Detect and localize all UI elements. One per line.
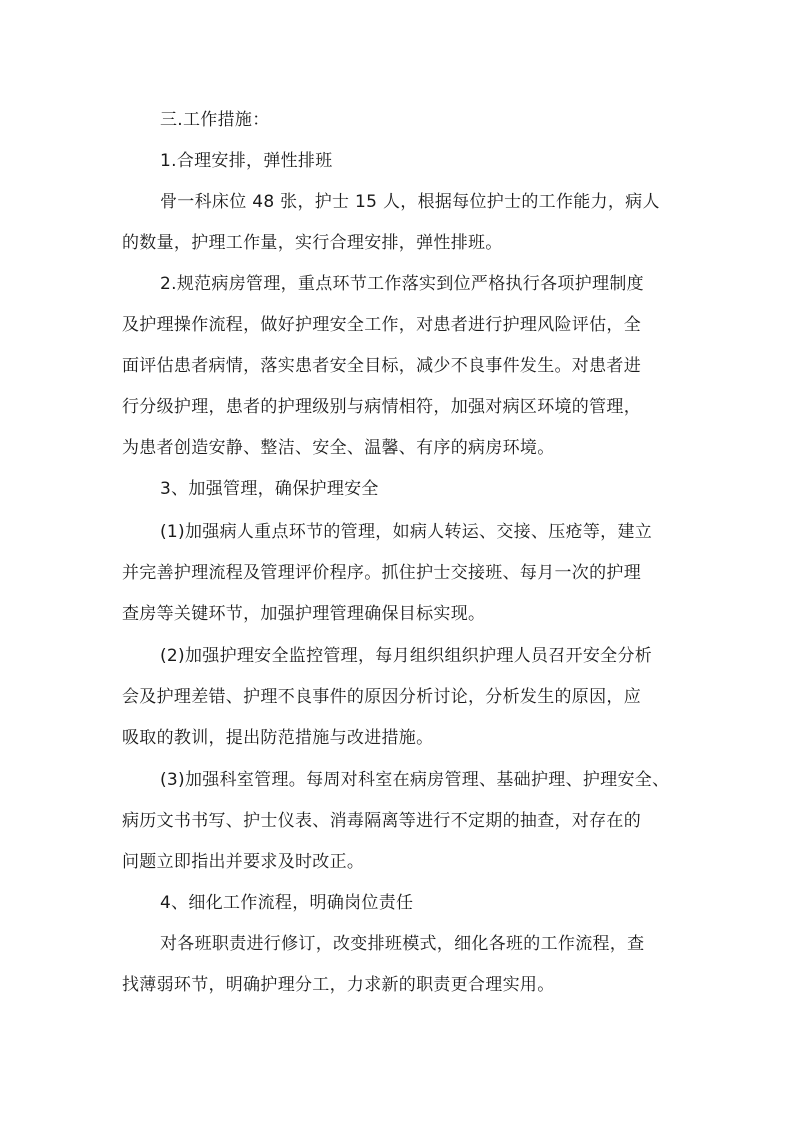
item2-line-1: 2.规范病房管理，重点环节工作落实到位严格执行各项护理制度 [160,274,644,294]
item3-sub2-line-2: 会及护理差错、护理不良事件的原因分析讨论，分析发生的原因，应 [122,687,641,707]
item3-sub2-line-3: 吸取的教训，提出防范措施与改进措施。 [122,728,434,748]
item2-line-5: 为患者创造安静、整洁、安全、温馨、有序的病房环境。 [122,438,555,458]
item4-heading: 4、细化工作流程，明确岗位责任 [160,893,414,913]
item1-line-1: 骨一科床位 48 张，护士 15 人，根据每位护士的工作能力，病人 [160,192,660,212]
item3-heading: 3、加强管理，确保护理安全 [160,479,379,499]
section-heading: 三.工作措施： [160,110,270,130]
item1-heading: 1.合理安排，弹性排班 [160,151,333,171]
item3-sub3-line-2: 病历文书书写、护士仪表、消毒隔离等进行不定期的抽查，对存在的 [122,811,641,831]
item3-sub1-line-2: 并完善护理流程及管理评价程序。抓住护士交接班、每月一次的护理 [122,563,641,583]
item4-line-1: 对各班职责进行修订，改变排班模式，细化各班的工作流程，查 [160,934,645,954]
item3-sub2-line-1: (2)加强护理安全监控管理，每月组织组织护理人员召开安全分析 [160,646,653,666]
item3-sub3-line-1: (3)加强科室管理。每周对科室在病房管理、基础护理、护理安全、 [160,770,670,790]
item3-sub1-line-1: (1)加强病人重点环节的管理，如病人转运、交接、压疮等，建立 [160,522,653,542]
item2-line-4: 行分级护理，患者的护理级别与病情相符，加强对病区环境的管理， [122,397,641,417]
item3-sub3-line-3: 问题立即指出并要求及时改正。 [122,852,365,872]
item2-line-2: 及护理操作流程，做好护理安全工作，对患者进行护理风险评估，全 [122,315,641,335]
item1-line-2: 的数量，护理工作量，实行合理安排，弹性排班。 [122,233,503,253]
item3-sub1-line-3: 查房等关键环节，加强护理管理确保目标实现。 [122,604,486,624]
item4-line-2: 找薄弱环节，明确护理分工，力求新的职责更合理实用。 [122,975,555,995]
item2-line-3: 面评估患者病情，落实患者安全目标，减少不良事件发生。对患者进 [122,356,641,376]
